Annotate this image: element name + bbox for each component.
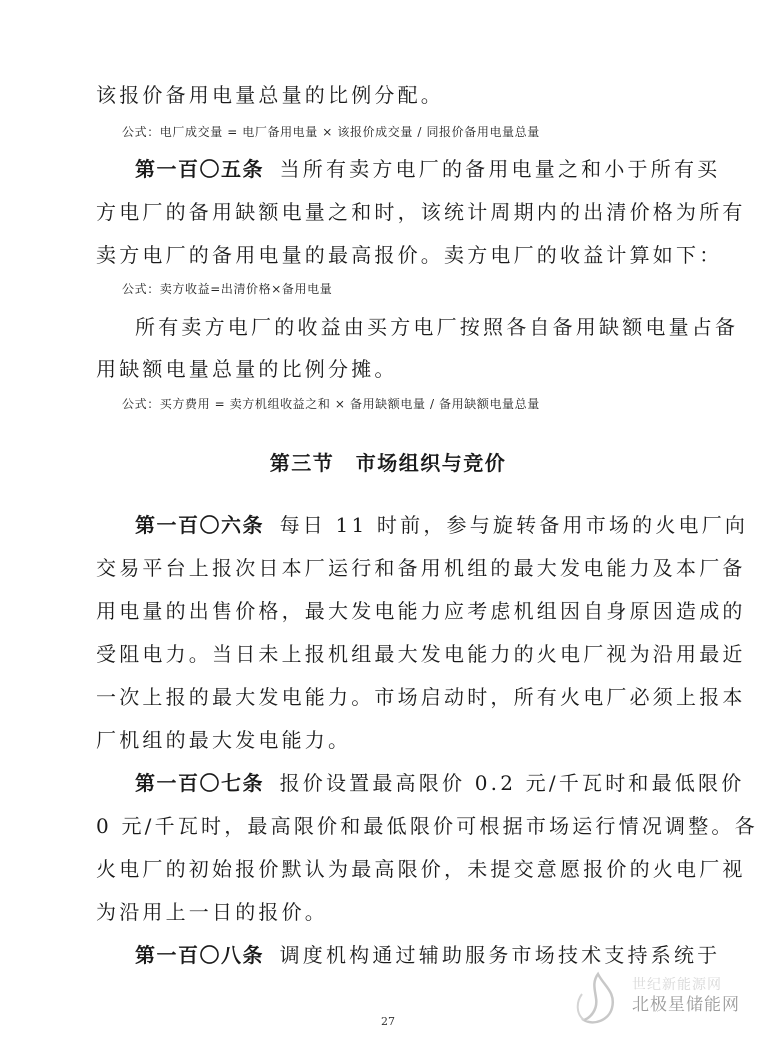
watermark-text: 北极星储能网 — [632, 995, 740, 1015]
paragraph-line: 方电厂的备用缺额电量之和时，该统计周期内的出清价格为所有 — [96, 200, 746, 224]
article-108-line — [135, 942, 720, 968]
paragraph-line: 火电厂的初始报价默认为最高限价，未提交意愿报价的火电厂视 — [96, 857, 746, 881]
article-107-text: 报价设置最高限价 0.2 元/千瓦时和最低限价 — [279, 771, 745, 795]
paragraph-line: 该报价备用电量总量的比例分配。 — [96, 83, 444, 107]
article-108-heading: 第一百〇八条 — [135, 943, 264, 967]
paragraph-line: 用电量的出售价格，最大发电能力应考虑机组因自身原因造成的 — [96, 599, 746, 623]
watermark-logo-icon — [570, 970, 626, 1030]
formula-line: 公式：卖方收益=出清价格×备用电量 — [122, 282, 333, 296]
article-107-heading: 第一百〇七条 — [135, 771, 264, 795]
article-105-text: 当所有卖方电厂的备用电量之和小于所有买 — [279, 157, 721, 181]
article-106-text: 每日 11 时前，参与旋转备用市场的火电厂向 — [279, 513, 749, 537]
paragraph-line: 一次上报的最大发电能力。市场启动时，所有火电厂必须上报本 — [96, 685, 746, 709]
paragraph-line: 0 元/千瓦时，最高限价和最低限价可根据市场运行情况调整。各 — [96, 814, 758, 838]
paragraph-line: 为沿用上一日的报价。 — [96, 900, 328, 924]
article-106-line — [135, 512, 748, 538]
paragraph-line: 所有卖方电厂的收益由买方电厂按照各自备用缺额电量占备 — [135, 315, 739, 339]
article-107-line — [135, 770, 744, 796]
article-105-heading: 第一百〇五条 — [135, 157, 264, 181]
paragraph-line: 厂机组的最大发电能力。 — [96, 728, 352, 752]
watermark-subtext: 世纪新能源网 — [632, 977, 722, 993]
article-105-line — [135, 156, 720, 182]
page-number: 27 — [381, 1015, 395, 1028]
formula-line: 公式：买方费用 = 卖方机组收益之和 × 备用缺额电量 / 备用缺额电量总量 — [122, 397, 540, 411]
article-106-heading: 第一百〇六条 — [135, 513, 264, 537]
section-heading: 第三节 市场组织与竞价 — [269, 451, 507, 475]
paragraph-line: 卖方电厂的备用电量的最高报价。卖方电厂的收益计算如下： — [96, 243, 723, 267]
paragraph-line: 交易平台上报次日本厂运行和备用机组的最大发电能力及本厂备 — [96, 556, 746, 580]
watermark — [566, 970, 766, 1030]
paragraph-line: 用缺额电量总量的比例分摊。 — [96, 357, 398, 381]
article-108-text: 调度机构通过辅助服务市场技术支持系统于 — [279, 943, 721, 967]
paragraph-line: 受阻电力。当日未上报机组最大发电能力的火电厂视为沿用最近 — [96, 642, 746, 666]
formula-line: 公式：电厂成交量 = 电厂备用电量 × 该报价成交量 / 同报价备用电量总量 — [122, 125, 540, 139]
